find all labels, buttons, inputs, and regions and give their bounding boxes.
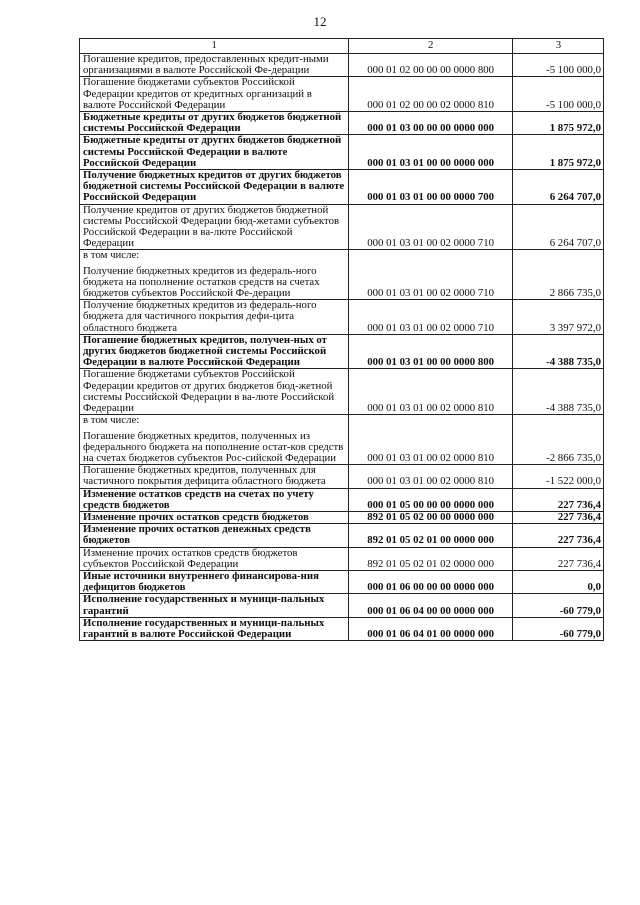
row-name: Иные источники внутреннего финансирова-ния дефицитов бюджетов (83, 569, 319, 594)
header-col-1: 1 (80, 39, 349, 54)
table-row (80, 617, 604, 640)
row-sum: -5 100 000,0 (512, 54, 603, 77)
table-row (80, 112, 604, 135)
row-code: 000 01 03 01 00 02 0000 710 (348, 204, 512, 250)
table-row (80, 170, 604, 205)
table-row (80, 511, 604, 523)
row-name-cell (80, 250, 349, 300)
row-name: Получение кредитов от других бюджетов бюджетной системы Российской Федерации бюд-жетами субъектов Российской Федерации в ва-люте Российской Федерации (83, 203, 340, 250)
row-name: Изменение прочих остатков средств бюджетов (83, 510, 309, 523)
row-sum: 1 875 972,0 (512, 135, 603, 170)
row-name: Исполнение государственных и муници-пальных гарантий (83, 593, 325, 617)
row-name: Погашение бюджетами субъектов Российской Федерации кредитов от других бюджетов бюд-жетной системы Российской Федерации в ва-люте Российской Федерации (83, 368, 335, 415)
table-row (80, 77, 604, 112)
table-row (80, 465, 604, 488)
row-name-cell (80, 77, 349, 112)
row-name-cell (80, 334, 349, 369)
row-code: 000 01 03 01 00 02 0000 710 (348, 300, 512, 335)
row-code: 000 01 03 01 00 02 0000 710 (348, 250, 512, 300)
row-name-cell (80, 369, 349, 415)
budget-sources-table (79, 38, 604, 641)
row-name-cell (80, 617, 349, 640)
row-code: 000 01 02 00 00 00 0000 800 (348, 54, 512, 77)
row-code: 000 01 03 01 00 00 0000 700 (348, 170, 512, 205)
row-name: Погашение бюджетных кредитов, получен-ных от других бюджетов бюджетной системы Российской Федерации в валюте Российской Федерации (83, 333, 327, 369)
row-code: 000 01 06 04 00 00 0000 000 (348, 594, 512, 617)
row-sum: 3 397 972,0 (512, 300, 603, 335)
row-name-cell (80, 300, 349, 335)
row-name-cell (80, 488, 349, 511)
row-sum: 227 736,4 (512, 547, 603, 570)
row-sum: -1 522 000,0 (512, 465, 603, 488)
table-row (80, 415, 604, 465)
row-sum: 6 264 707,0 (512, 170, 603, 205)
table-row (80, 250, 604, 300)
row-code: 000 01 03 01 00 02 0000 810 (348, 465, 512, 488)
table-row (80, 524, 604, 547)
row-note: в том числе: (83, 249, 140, 262)
row-name: Бюджетные кредиты от других бюджетов бюджетной системы Российской Федерации (83, 111, 342, 135)
row-name: Погашение кредитов, предоставленных кредит-ными организациями в валюте Российской Фе-дерации (83, 53, 329, 77)
table-row (80, 204, 604, 250)
row-code: 000 01 06 04 01 00 0000 000 (348, 617, 512, 640)
table-row (80, 488, 604, 511)
row-sum: -5 100 000,0 (512, 77, 603, 112)
header-col-3: 3 (512, 39, 603, 54)
row-sum: -4 388 735,0 (512, 369, 603, 415)
row-name-cell (80, 204, 349, 250)
row-name-cell (80, 594, 349, 617)
header-row (80, 39, 604, 54)
row-name: Исполнение государственных и муници-пальных гарантий в валюте Российской Федерации (83, 616, 325, 640)
table-row (80, 594, 604, 617)
row-sum: 227 736,4 (512, 524, 603, 547)
row-sum: -60 779,0 (512, 594, 603, 617)
row-name: Изменение прочих остатков средств бюджетов субъектов Российской Федерации (83, 546, 298, 570)
row-name-cell (80, 170, 349, 205)
table-row (80, 570, 604, 593)
row-code: 000 01 05 00 00 00 0000 000 (348, 488, 512, 511)
table-row (80, 334, 604, 369)
row-code: 000 01 03 01 00 00 0000 800 (348, 334, 512, 369)
row-name-cell (80, 135, 349, 170)
row-sum: 1 875 972,0 (512, 112, 603, 135)
row-name-cell (80, 547, 349, 570)
row-name: Получение бюджетных кредитов от других бюджетов бюджетной системы Российской Федерации в валюте Российской Федерации (83, 169, 345, 204)
row-name: Изменение остатков средств на счетах по учету средств бюджетов (83, 487, 314, 511)
row-sum: -2 866 735,0 (512, 415, 603, 465)
row-name-cell (80, 570, 349, 593)
row-name-cell (80, 54, 349, 77)
row-name-cell (80, 415, 349, 465)
table-row (80, 547, 604, 570)
row-code: 000 01 02 00 00 02 0000 810 (348, 77, 512, 112)
row-name-cell (80, 112, 349, 135)
row-sum: 6 264 707,0 (512, 204, 603, 250)
row-code: 000 01 03 00 00 00 0000 000 (348, 112, 512, 135)
row-name-cell (80, 465, 349, 488)
row-name: Погашение бюджетных кредитов, полученных из федерального бюджета на пополнение остат-ков средств на счетах бюджетов субъектов Рос-сийской Федерации (83, 429, 344, 464)
row-sum: 0,0 (512, 570, 603, 593)
row-name-cell (80, 524, 349, 547)
row-note: в том числе: (83, 414, 140, 427)
table-row (80, 135, 604, 170)
row-sum: 2 866 735,0 (512, 250, 603, 300)
row-code: 000 01 03 01 00 00 0000 000 (348, 135, 512, 170)
header-col-2: 2 (348, 39, 512, 54)
table-row (80, 300, 604, 335)
row-name: Погашение бюджетами субъектов Российской Федерации кредитов от кредитных организаций в валюте Российской Федерации (83, 76, 312, 111)
row-code: 000 01 03 01 00 02 0000 810 (348, 415, 512, 465)
row-name-cell (80, 511, 349, 523)
row-name: Погашение бюджетных кредитов, полученных для частичного покрытия дефицита областного бюджета (83, 464, 326, 488)
row-name: Получение бюджетных кредитов из федераль-ного бюджета на пополнение остатков средств на счетах бюджетов субъектов Российской Фе-дерации (83, 264, 320, 300)
table-row (80, 54, 604, 77)
row-code: 892 01 05 02 01 00 0000 000 (348, 524, 512, 547)
table-body (80, 39, 604, 641)
page-number: 12 (313, 14, 327, 29)
table-row (80, 369, 604, 415)
row-sum: 227 736,4 (512, 488, 603, 511)
row-code: 000 01 06 00 00 00 0000 000 (348, 570, 512, 593)
row-name: Бюджетные кредиты от других бюджетов бюджетной системы Российской Федерации в валюте Российской Федерации (83, 134, 342, 169)
row-code: 000 01 03 01 00 02 0000 810 (348, 369, 512, 415)
row-code: 892 01 05 02 01 02 0000 000 (348, 547, 512, 570)
row-sum: -60 779,0 (512, 617, 603, 640)
row-name: Изменение прочих остатков денежных средств бюджетов (83, 523, 311, 547)
row-name: Получение бюджетных кредитов из федераль-ного бюджета для частичного покрытия дефи-цита областного бюджета (83, 299, 317, 334)
row-sum: -4 388 735,0 (512, 334, 603, 369)
row-code: 892 01 05 02 00 00 0000 000 (348, 511, 512, 523)
row-sum: 227 736,4 (512, 511, 603, 523)
